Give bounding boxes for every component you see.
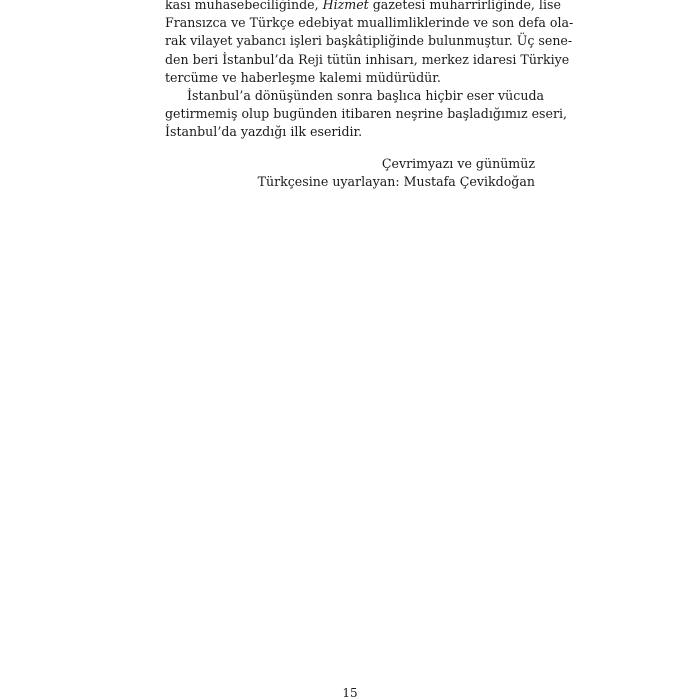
paragraph-2-line-2: getirmemiş olup bugünden itibaren neşrine başladığımız eseri, [165,106,568,122]
paragraph-2-line-1: İstanbul’a dönüşünden sonra başlıca hiçbir eser vücuda [187,87,545,103]
paragraph-1-line-1 [165,0,561,14]
newspaper-title: Hizmet [322,0,369,12]
text-segment: gazetesi muharrirliğinde, lise [368,0,561,12]
paragraph-1-line-3: rak vilayet yabancı işleri başkâtipliğinde bulunmuştur. Üç sene- [165,33,573,49]
page-number: 15 [342,686,358,700]
text-segment: kası muhasebeciliğinde, [165,0,323,12]
paragraph-1-line-2: Fransızca ve Türkçe edebiyat muallimliklerinde ve son defa ola- [165,15,574,31]
paragraph-1-line-5: tercüme ve haberleşme kalemi müdürüdür. [165,69,441,85]
translator-credit [258,155,535,191]
paragraph-2-line-3: İstanbul’da yazdığı ilk eseridir. [165,124,363,140]
paragraph-1-line-4: den beri İstanbul’da Reji tütün inhisarı, merkez idaresi Türkiye [165,51,570,67]
body-text [165,0,574,142]
credit-line-2: Türkçesine uyarlayan: Mustafa Çevikdoğan [257,174,535,190]
credit-line-1: Çevrimyazı ve günümüz [381,156,535,171]
